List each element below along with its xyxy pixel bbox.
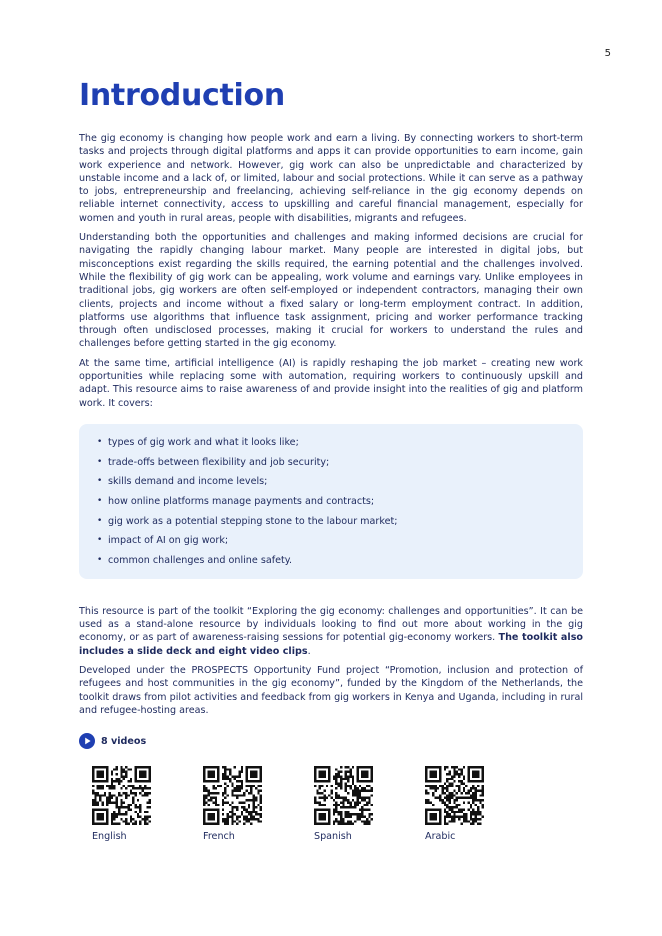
qr-code-row [79,766,583,842]
coverage-item: • common challenges and online safety. [97,551,567,571]
qr-label-french: French [203,831,235,843]
coverage-item: • trade-offs between flexibility and job security; [97,453,567,473]
qr-code-icon[interactable] [203,766,262,825]
funding-paragraph: Developed under the PROSPECTS Opportunity Fund project “Promotion, inclusion and protection of refugees and host communities in the gig economy”, funded by the Kingdom of the Netherlands, the toolkit draws from pilot activities and feedback from gig workers in Kenya and Uganda, including in rural and refugee-hosting areas. [79,665,583,716]
qr-code-icon[interactable] [92,766,151,825]
coverage-box [79,424,583,579]
videos-row[interactable] [79,733,583,749]
qr-code-icon[interactable] [425,766,484,825]
coverage-item: • skills demand and income levels; [97,472,567,492]
coverage-item: • gig work as a potential stepping stone to the labour market; [97,512,567,532]
toolkit-paragraph [79,605,583,658]
qr-item-arabic[interactable] [425,766,536,842]
qr-item-french[interactable] [203,766,314,842]
qr-item-english[interactable] [92,766,203,842]
toolkit-bold-text: The toolkit also includes a slide deck and eight video clips [79,632,583,657]
intro-paragraph-3: At the same time, artificial intelligence (AI) is rapidly reshaping the job market – creating new work opportunities while replacing some with automation, requiring workers to continuously upskill and adapt. This resource aims to raise awareness of and provide insight into the realities of gig and platform work. It covers: [79,357,583,409]
qr-label-arabic: Arabic [425,831,456,843]
qr-code-icon[interactable] [314,766,373,825]
videos-label: 8 videos [101,735,147,747]
intro-paragraph-2: Understanding both the opportunities and challenges and making informed decisions are crucial for navigating the rapidly changing labour market. Many people are interested in digital jobs, but misconceptions exist regarding the skills required, the earning potential and the challenges involved. While the flexibility of gig work can be appealing, work volume and earnings vary. Unlike employees in traditional jobs, gig workers are often self-employed or independent contractors, managing their own clients, projects and income without a fixed salary or long-term employment contract. In addition, platforms use algorithms that influence task assignment, pricing and worker performance tracking through often undisclosed processes, making it crucial for workers to understand the rules and challenges before getting started in the gig economy. [79,232,583,350]
page-number: 5 [604,48,611,59]
coverage-list [97,433,567,571]
qr-label-spanish: Spanish [314,831,352,843]
qr-item-spanish[interactable] [314,766,425,842]
coverage-item: • types of gig work and what it looks like; [97,433,567,453]
page-title: Introduction [79,78,285,113]
coverage-item: • how online platforms manage payments and contracts; [97,492,567,512]
coverage-item: • impact of AI on gig work; [97,531,567,551]
play-icon[interactable] [79,733,95,749]
qr-label-english: English [92,831,127,843]
main-content [79,132,583,842]
intro-paragraph-1: The gig economy is changing how people work and earn a living. By connecting workers to short-term tasks and projects through digital platforms and apps it can provide opportunities to earn income, gain work experience and network. However, gig work can also be unpredictable and characterized by unstable income and a lack of, or limited, labour and social protections. While it can serve as a pathway to jobs, entrepreneurship and freelancing, achieving self-reliance in the gig economy depends on reliable internet connectivity, access to upskilling and careful financial management, especially for women and youth in rural areas, people with disabilities, migrants and refugees. [79,133,583,224]
toolkit-end: . [307,645,311,657]
toolkit-text: This resource is part of the toolkit “Exploring the gig economy: challenges and opportunities”. It can be used as a stand-alone resource by individuals looking to find out more about working in the gig economy, or as part of awareness-raising sessions for potential gig-economy workers. [79,605,583,644]
